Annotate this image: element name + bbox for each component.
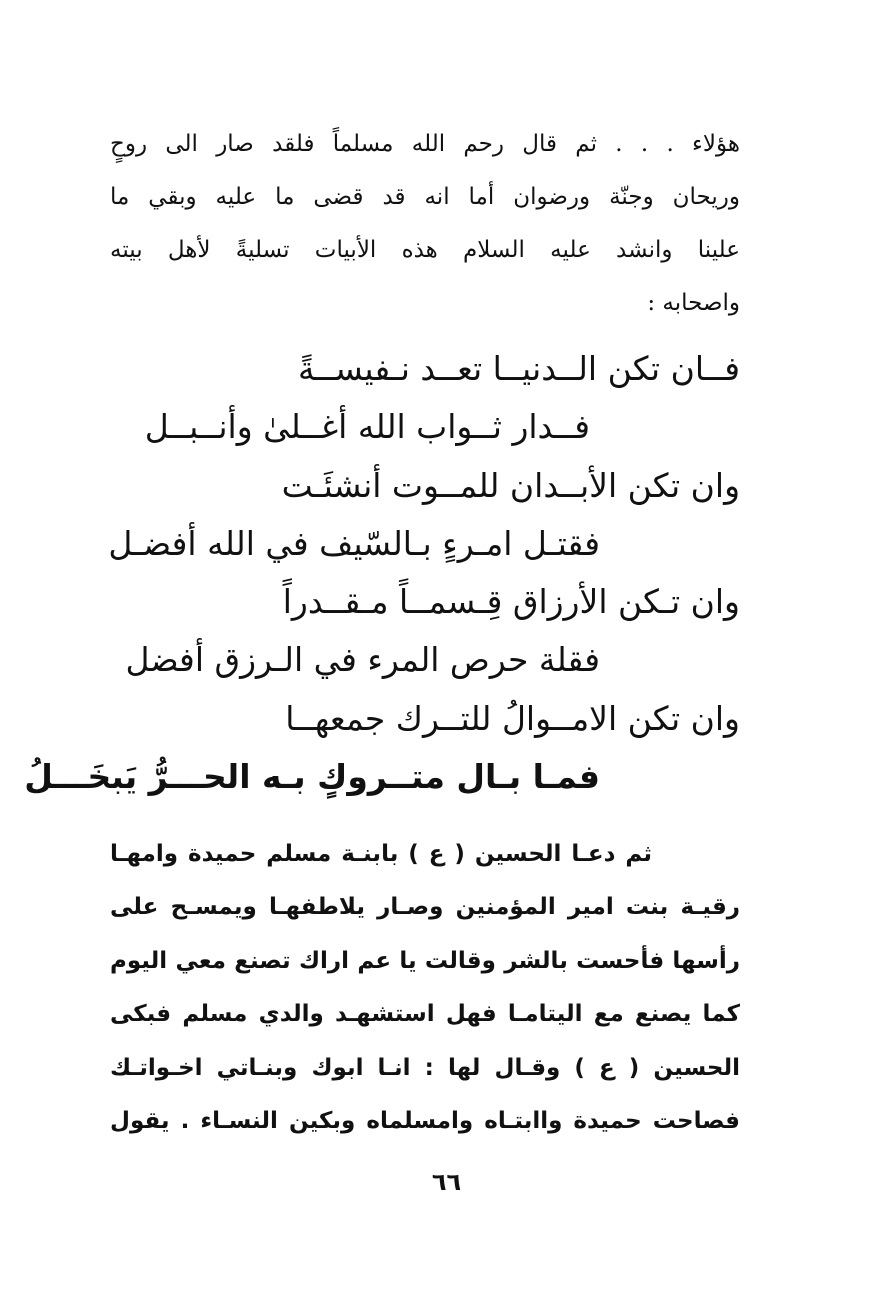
top-paragraph-line: هؤلاء . . . ثم قال رحم الله مسلماً فلقد صار الى روحٍ	[110, 131, 740, 157]
top-paragraph	[110, 118, 740, 330]
bottom-paragraph-line: فصاحت حميدة واابتـاه وامسلماه وبكين النسـاء . يقول	[110, 1107, 740, 1134]
bottom-paragraph-line: كما يصنع مع اليتامـا فهل استشهـد والدي مسلم فبكى	[110, 1001, 740, 1028]
top-paragraph-line: علينا وانشد عليه السلام هذه الأبيات تسليةً لأهل بيته	[110, 237, 740, 263]
poem-verse: فمـا بـال متــروكٍ بـه الحـــرُّ يَبخَـــلُ	[24, 757, 600, 797]
poem-verse: وان تكن الامــوالُ للتــرك جمعهــا	[285, 698, 740, 738]
poem-verse: وان تكن الأبــدان للمــوت أنشئَـت	[281, 465, 740, 505]
poem-verse: فــان تكن الــدنيــا تعــد نـفيســةً	[297, 349, 740, 388]
poem	[24, 340, 740, 806]
bottom-paragraph-line: الحسين ( ع ) وقـال لها : انـا ابوك وبنـاتي اخـواتـك	[110, 1054, 740, 1081]
top-paragraph-line: وريحان وجنّة ورضوان أما انه قد قضى ما عليه وبقي ما	[110, 184, 740, 210]
bottom-paragraph-line: ثم دعـا الحسين ( ع ) بابنـة مسلم حميدة وامهـا	[110, 841, 652, 867]
bottom-paragraph-line: رأسها فأحست بالشر وقالت يا عم اراك تصنع معي اليوم	[110, 947, 740, 974]
bottom-paragraph	[110, 828, 740, 1148]
poem-verse: فــدار ثــواب الله أغــلىٰ وأنــبــل	[144, 407, 590, 447]
bottom-paragraph-line: رقيـة بنت امير المؤمنين وصـار يلاطفهـا ويمسـح على	[110, 894, 740, 921]
page-number: ٦٦	[431, 1168, 462, 1196]
poem-verse: وان تـكن الأرزاق قِـسمــاً مـقــدراً	[282, 582, 740, 622]
poem-verse: فقلة حرص المرء في الـرزق أفضل	[125, 640, 600, 680]
top-paragraph-line: واصحابه :	[647, 290, 740, 316]
poem-verse: فقتـل امـرءٍ بـالسّيف في الله أفضـل	[108, 523, 600, 563]
